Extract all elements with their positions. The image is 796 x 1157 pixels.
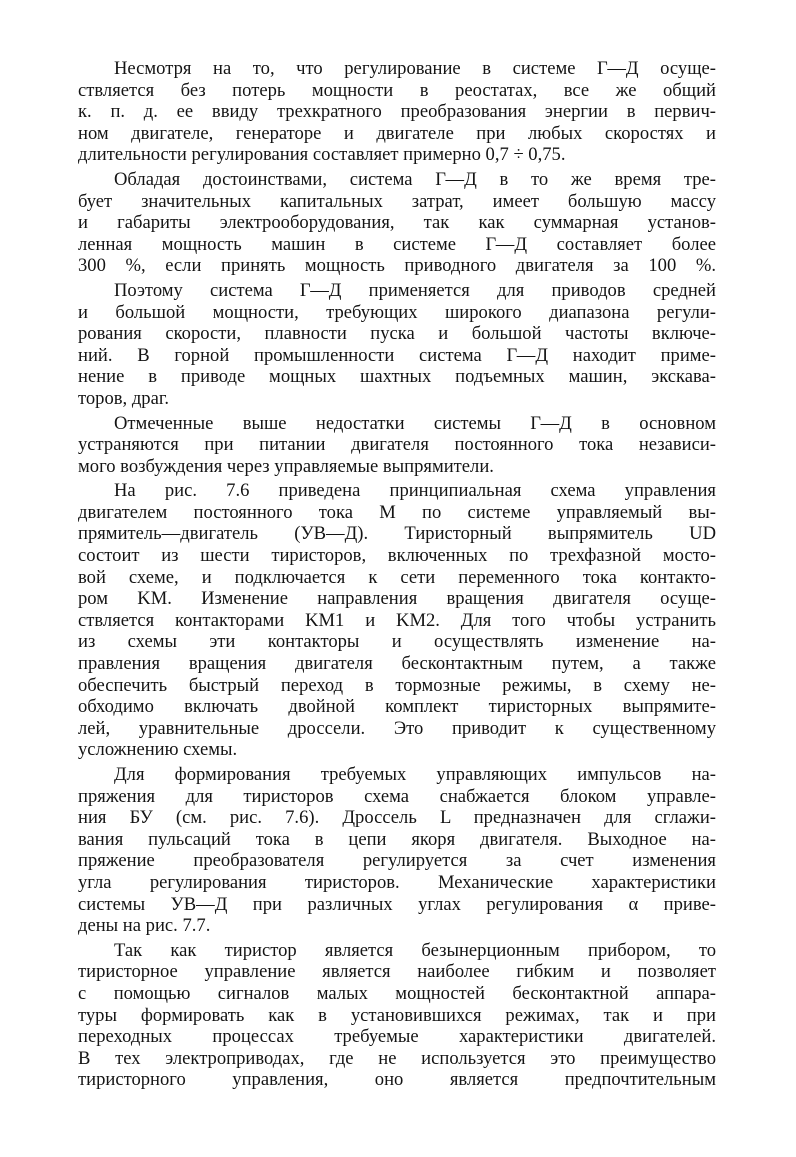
text-line: Отмеченные выше недостатки системы Г—Д в основном bbox=[114, 412, 716, 434]
text-line: Обладая достоинствами, система Г—Д в то же время тре- bbox=[114, 168, 716, 190]
text-line: ния БУ (см. рис. 7.6). Дроссель L предназначен для сглажи- bbox=[78, 807, 716, 829]
text-line: с помощью сигналов малых мощностей бесконтактной аппара- bbox=[78, 982, 716, 1004]
paragraph-6 bbox=[78, 764, 716, 937]
paragraph-7 bbox=[78, 940, 716, 1091]
text-line: ствляется контакторами KM1 и KM2. Для того чтобы устранить bbox=[78, 609, 716, 631]
text-line: и габариты электрооборудования, так как суммарная установ- bbox=[78, 212, 716, 234]
text-line: В тех электроприводах, где не используется это преимущество bbox=[78, 1047, 716, 1069]
text-line: обходимо включать двойной комплект тиристорных выпрямите- bbox=[78, 696, 716, 718]
text-line: нение в приводе мощных шахтных подъемных машин, экскава- bbox=[78, 366, 716, 388]
text-line: ром KM. Изменение направления вращения двигателя осуще- bbox=[78, 588, 716, 610]
text-line: обеспечить быстрый переход в тормозные режимы, в схему не- bbox=[78, 674, 716, 696]
text-line: ленная мощность машин в системе Г—Д составляет более bbox=[78, 233, 716, 255]
text-line: пряжения для тиристоров схема снабжается блоком управле- bbox=[78, 785, 716, 807]
text-line: вания пульсаций тока в цепи якоря двигателя. Выходное на- bbox=[78, 828, 716, 850]
text-line: к. п. д. ее ввиду трехкратного преобразования энергии в первич- bbox=[78, 101, 716, 123]
text-line: бует значительных капитальных затрат, имеет большую массу bbox=[78, 190, 716, 212]
text-line: устраняются при питании двигателя постоянного тока независи- bbox=[78, 434, 716, 456]
text-line: тиристорное управление является наиболее гибким и позволяет bbox=[78, 961, 716, 983]
text-line: ний. В горной промышленности система Г—Д находит приме- bbox=[78, 344, 716, 366]
document-page bbox=[78, 58, 716, 1091]
text-line: усложнению схемы. bbox=[78, 739, 238, 761]
text-line: угла регулирования тиристоров. Механические характеристики bbox=[78, 871, 716, 893]
text-line: 300 %, если принять мощность приводного двигателя за 100 %. bbox=[78, 255, 716, 277]
text-line: ном двигателе, генераторе и двигателе при любых скоростях и bbox=[78, 122, 716, 144]
text-line: тиристорного управления, оно является предпочтительным bbox=[78, 1069, 716, 1091]
paragraph-1 bbox=[78, 58, 716, 166]
text-line: пряжение преобразователя регулируется за счет изменения bbox=[78, 850, 716, 872]
text-line: дены на рис. 7.7. bbox=[78, 915, 211, 937]
text-line: двигателем постоянного тока M по системе управляемый вы- bbox=[78, 501, 716, 523]
text-line: вой схеме, и подключается к сети переменного тока контакто- bbox=[78, 566, 716, 588]
text-line: правления вращения двигателя бесконтактным путем, а также bbox=[78, 653, 716, 675]
text-line: системы УВ—Д при различных углах регулирования α приве- bbox=[78, 893, 716, 915]
paragraph-4 bbox=[78, 413, 716, 478]
text-line: торов, драг. bbox=[78, 387, 170, 409]
text-line: туры формировать как в установившихся режимах, так и при bbox=[78, 1004, 716, 1026]
text-line: лей, уравнительные дроссели. Это приводит к существенному bbox=[78, 717, 716, 739]
text-line: из схемы эти контакторы и осуществлять изменение на- bbox=[78, 631, 716, 653]
text-line: переходных процессах требуемые характеристики двигателей. bbox=[78, 1026, 716, 1048]
paragraph-5 bbox=[78, 480, 716, 761]
text-line: прямитель—двигатель (УВ—Д). Тиристорный выпрямитель UD bbox=[78, 523, 716, 545]
text-line: состоит из шести тиристоров, включенных по трехфазной мосто- bbox=[78, 545, 716, 567]
text-line: Поэтому система Г—Д применяется для приводов средней bbox=[114, 279, 716, 301]
text-line: длительности регулирования составляет примерно 0,7 ÷ 0,75. bbox=[78, 144, 566, 166]
text-line: рования скорости, плавности пуска и большой частоты включе- bbox=[78, 323, 716, 345]
paragraph-3 bbox=[78, 280, 716, 410]
text-line: Так как тиристор является безынерционным прибором, то bbox=[114, 939, 716, 961]
text-line: и большой мощности, требующих широкого диапазона регули- bbox=[78, 301, 716, 323]
text-line: Несмотря на то, что регулирование в системе Г—Д осуще- bbox=[114, 58, 716, 79]
text-line: ствляется без потерь мощности в реостатах, все же общий bbox=[78, 79, 716, 101]
paragraph-2 bbox=[78, 169, 716, 277]
text-line: На рис. 7.6 приведена принципиальная схема управления bbox=[114, 480, 716, 502]
text-line: Для формирования требуемых управляющих импульсов на- bbox=[114, 764, 716, 785]
text-line: мого возбуждения через управляемые выпрямители. bbox=[78, 455, 494, 477]
